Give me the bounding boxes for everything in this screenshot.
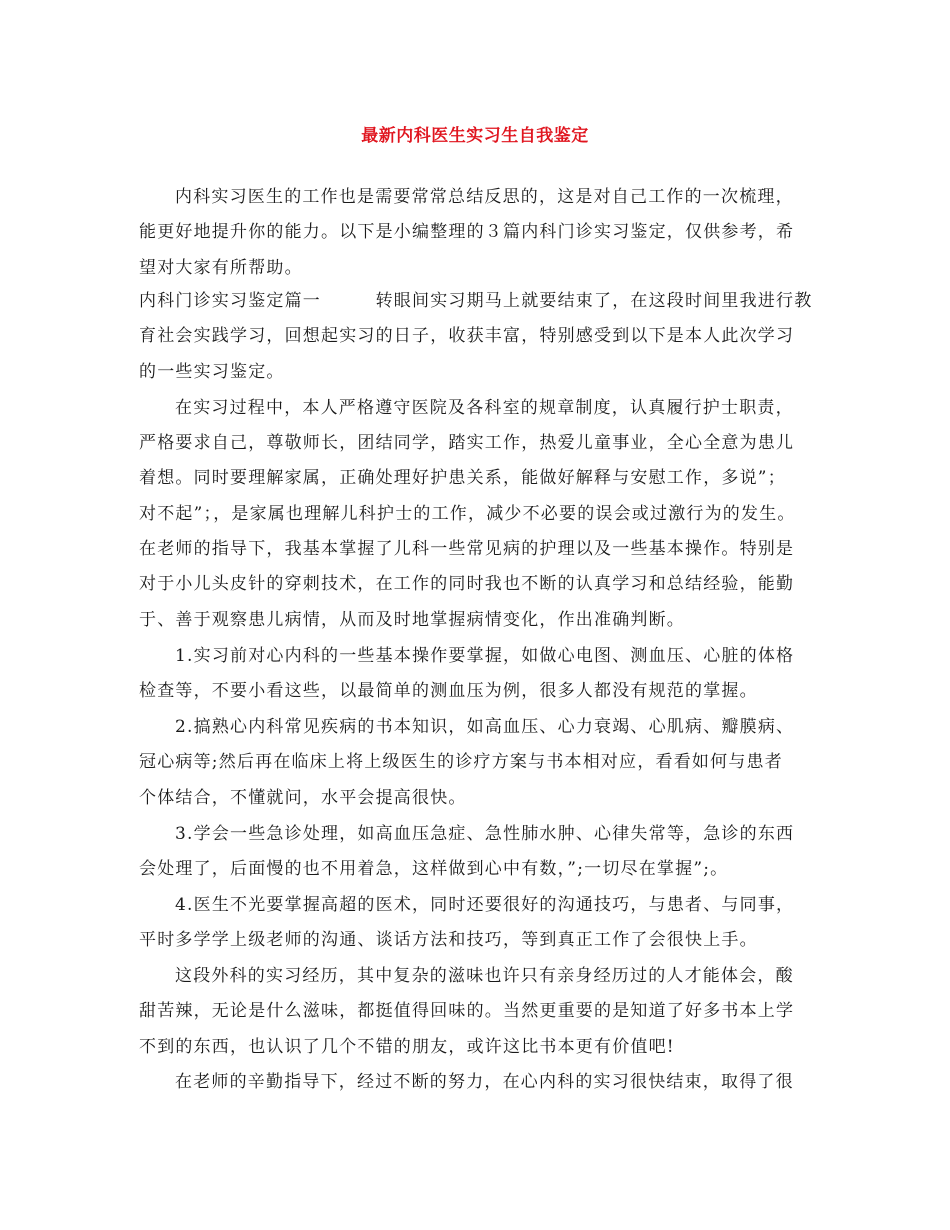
document-title: 最新内科医生实习生自我鉴定 <box>361 126 589 146</box>
paragraph-line: 会处理了，后面慢的也不用着急，这样做到心中有数，”;一切尽在掌握”;。 <box>139 859 729 879</box>
paragraph-line: 在老师的指导下，我基本掌握了儿科一些常见病的护理以及一些基本操作。特别是 <box>139 539 795 559</box>
paragraph-line: 4.医生不光要掌握高超的医术，同时还要很好的沟通技巧，与患者、与同事， <box>175 895 795 915</box>
paragraph-line: 于、善于观察患儿病情，从而及时地掌握病情变化，作出准确判断。 <box>139 610 685 630</box>
paragraph-line: 冠心病等;然后再在临床上将上级医生的诊疗方案与书本相对应，看看如何与患者 <box>139 752 783 772</box>
paragraph-line: 个体结合，不懂就问，水平会提高很快。 <box>139 788 467 808</box>
paragraph-line: 望对大家有所帮助。 <box>139 258 303 278</box>
paragraph-line: 内科实习医生的工作也是需要常常总结反思的，这是对自己工作的一次梳理， <box>175 187 794 207</box>
paragraph-line: 对不起”；，是家属也理解儿科护士的工作，减少不必要的误会或过激行为的发生。 <box>139 504 796 524</box>
paragraph-line: 在老师的辛勤指导下，经过不断的努力，在心内科的实习很快结束，取得了很 <box>175 1072 794 1092</box>
paragraph-line: 严格要求自己，尊敬师长，团结同学，踏实工作，热爱儿童事业，全心全意为患儿 <box>139 433 795 453</box>
paragraph-line: 检查等，不要小看这些，以最简单的测血压为例，很多人都没有规范的掌握。 <box>139 681 758 701</box>
paragraph-line: 平时多学学上级老师的沟通、谈话方法和技巧，等到真正工作了会很快上手。 <box>139 930 758 950</box>
paragraph-line: 的一些实习鉴定。 <box>139 362 285 382</box>
paragraph-line: 甜苦辣，无论是什么滋味，都挺值得回味的。当然更重要的是知道了好多书本上学 <box>139 1001 795 1021</box>
paragraph-line: 在实习过程中，本人严格遵守医院及各科室的规章制度，认真履行护士职责， <box>175 398 794 418</box>
paragraph-line: 着想。同时要理解家属，正确处理好护患关系，能做好解释与安慰工作，多说”； <box>139 468 786 488</box>
paragraph-line: 不到的东西，也认识了几个不错的朋友，或许这比书本更有价值吧! <box>139 1037 675 1057</box>
paragraph-line: 1.实习前对心内科的一些基本操作要掌握，如做心电图、测血压、心脏的体格 <box>175 646 795 666</box>
paragraph-line: 对于小儿头皮针的穿刺技术，在工作的同时我也不断的认真学习和总结经验，能勤 <box>139 574 795 594</box>
paragraph-line: 2.搞熟心内科常见疾病的书本知识，如高血压、心力衰竭、心肌病、瓣膜病、 <box>175 717 795 737</box>
paragraph-line: 育社会实践学习，回想起实习的日子，收获丰富，特别感受到以下是本人此次学习 <box>139 326 795 346</box>
paragraph-line: 3.学会一些急诊处理，如高血压急症、急性肺水肿、心律失常等，急诊的东西 <box>175 824 795 844</box>
paragraph-line: 内科门诊实习鉴定篇一 转眼间实习期马上就要结束了，在这段时间里我进行教 <box>139 291 813 311</box>
paragraph-line: 能更好地提升你的能力。以下是小编整理的３篇内科门诊实习鉴定，仅供参考，希 <box>139 222 795 242</box>
paragraph-line: 这段外科的实习经历，其中复杂的滋味也许只有亲身经历过的人才能体会，酸 <box>175 966 794 986</box>
